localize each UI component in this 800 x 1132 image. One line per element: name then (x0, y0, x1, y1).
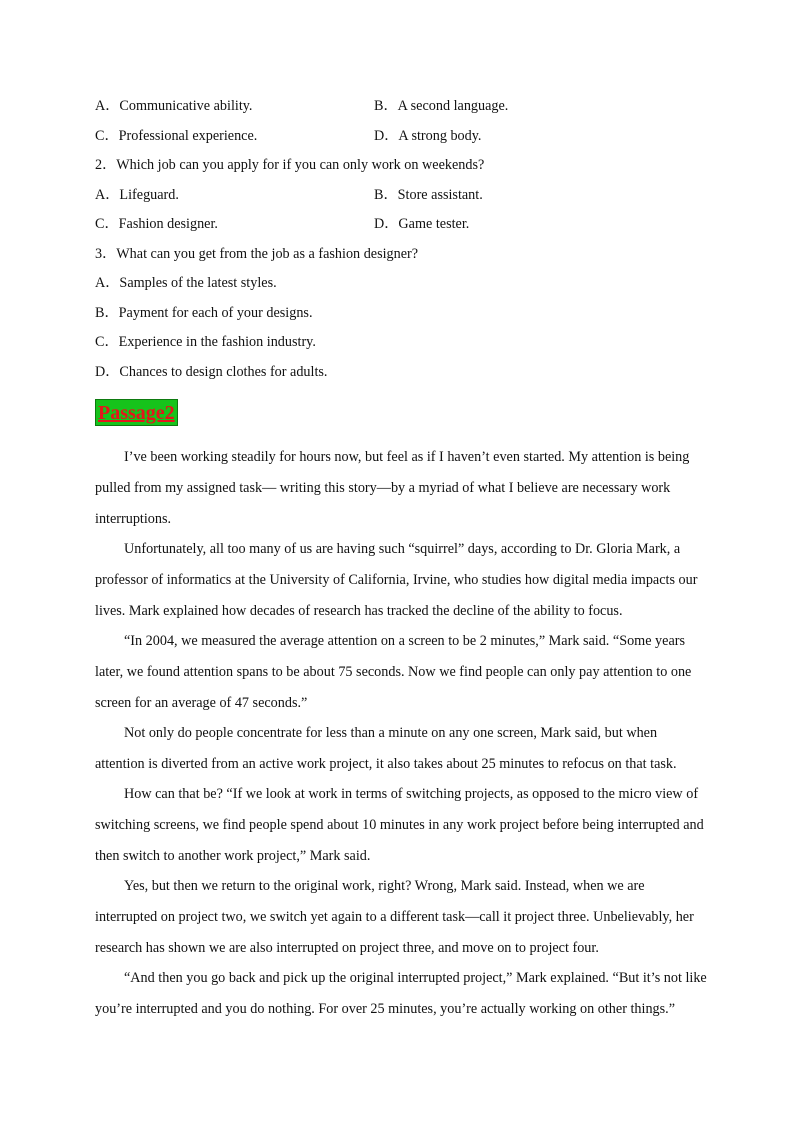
q3-option-a: A．Samples of the latest styles. (95, 275, 277, 291)
passage-line: “And then you go back and pick up the original interrupted project,” Mark explained. “But it’s not like (124, 970, 707, 986)
passage-line: lives. Mark explained how decades of research has tracked the decline of the ability to focus. (95, 603, 623, 619)
q3-option-d: D．Chances to design clothes for adults. (95, 364, 328, 380)
q2-question: 2．Which job can you apply for if you can only work on weekends? (95, 157, 485, 173)
passage-line: I’ve been working steadily for hours now, but feel as if I haven’t even started. My attention is being (124, 449, 690, 465)
passage-line: interruptions. (95, 511, 172, 527)
passage-line: pulled from my assigned task— writing this story—by a myriad of what I believe are necessary work (95, 480, 671, 496)
q3-option-b: B．Payment for each of your designs. (95, 305, 313, 321)
q2-option-d: D．Game tester. (374, 216, 470, 232)
passage-line: Yes, but then we return to the original work, right? Wrong, Mark said. Instead, when we are (124, 878, 645, 894)
q2-option-b: B．Store assistant. (374, 187, 483, 203)
q1-option-b: B．A second language. (374, 98, 509, 114)
passage-line: research has shown we are also interrupted on project three, and move on to project four. (95, 940, 599, 956)
passage-line: interrupted on project two, we switch yet again to a different task—call it project three. Unbelievably, her (95, 909, 694, 925)
q2-option-a: A．Lifeguard. (95, 187, 179, 203)
passage-line: Unfortunately, all too many of us are having such “squirrel” days, according to Dr. Gloria Mark, a (124, 541, 681, 557)
q1-option-d: D．A strong body. (374, 128, 482, 144)
passage-line: switching screens, we find people spend about 10 minutes in any work project before being interrupted and (95, 817, 704, 833)
passage-line: professor of informatics at the University of California, Irvine, who studies how digital media impacts our (95, 572, 698, 588)
passage-line: attention is diverted from an active work project, it also takes about 25 minutes to refocus on that task. (95, 756, 677, 772)
q3-question: 3．What can you get from the job as a fashion designer? (95, 246, 419, 262)
passage-line: then switch to another work project,” Mark said. (95, 848, 371, 864)
passage-line: “In 2004, we measured the average attention on a screen to be 2 minutes,” Mark said. “Some years (124, 633, 685, 649)
passage-line: How can that be? “If we look at work in terms of switching projects, as opposed to the micro view of (124, 786, 699, 802)
q1-option-c: C．Professional experience. (95, 128, 258, 144)
passage-title-badge: Passage2 (95, 399, 178, 426)
passage-line: you’re interrupted and you do nothing. For over 25 minutes, you’re actually working on other things.” (95, 1001, 675, 1017)
passage-line: Not only do people concentrate for less than a minute on any one screen, Mark said, but when (124, 725, 658, 741)
passage-line: screen for an average of 47 seconds.” (95, 695, 308, 711)
passage-line: later, we found attention spans to be about 75 seconds. Now we find people can only pay attention to one (95, 664, 692, 680)
q3-option-c: C．Experience in the fashion industry. (95, 334, 316, 350)
q2-option-c: C．Fashion designer. (95, 216, 218, 232)
q1-option-a: A．Communicative ability. (95, 98, 253, 114)
